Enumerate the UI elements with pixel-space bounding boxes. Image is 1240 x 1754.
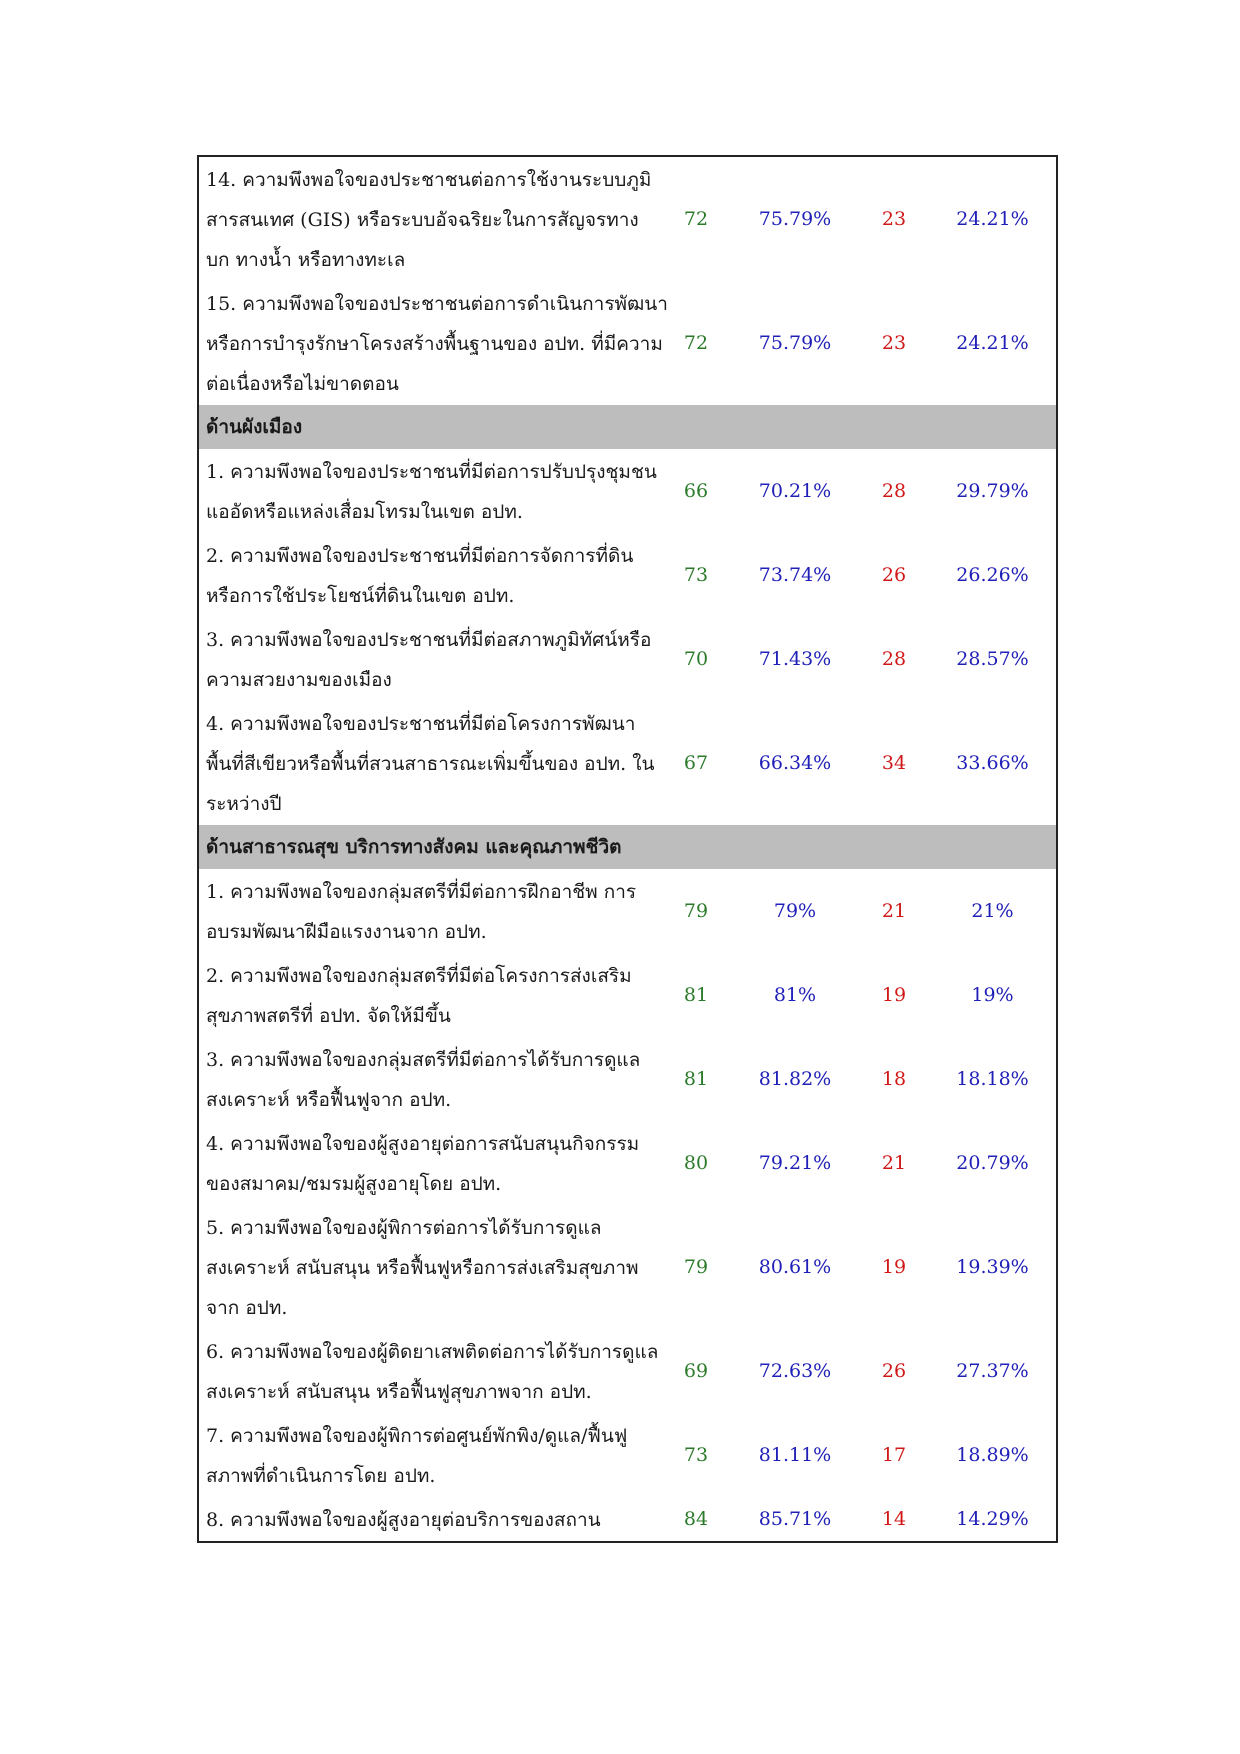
item-description-line: สงเคราะห์ สนับสนุน หรือฟื้นฟูหรือการส่งเสริมสุขภาพ <box>206 1257 639 1279</box>
item-description-line: 5. ความพึงพอใจของผู้พิการต่อการได้รับการดูแล <box>206 1217 602 1239</box>
item-description <box>198 1205 661 1329</box>
item-description-line: หรือการบำรุงรักษาโครงสร้างพื้นฐานของ อปท. ที่มีความ <box>206 333 663 355</box>
unsatisfied-count: 19 <box>881 984 907 1006</box>
item-description-line: 6. ความพึงพอใจของผู้ติดยาเสพติดต่อการได้รับการดูแล <box>206 1341 659 1363</box>
item-description-line: 3. ความพึงพอใจของกลุ่มสตรีที่มีต่อการได้รับการดูแล <box>206 1049 641 1071</box>
item-description <box>198 281 668 405</box>
satisfied-count: 69 <box>683 1360 709 1382</box>
satisfied-percent: 75.79% <box>758 332 832 354</box>
item-description-line: ความสวยงามของเมือง <box>206 669 392 691</box>
item-description <box>198 1329 661 1413</box>
unsatisfied-count: 14 <box>881 1508 907 1530</box>
satisfied-percent: 71.43% <box>758 648 832 670</box>
item-description-line: อบรมพัฒนาฝีมือแรงงานจาก อปท. <box>206 921 487 943</box>
item-description-line: 4. ความพึงพอใจของผู้สูงอายุต่อการสนับสนุนกิจกรรม <box>206 1133 640 1155</box>
table-row <box>198 1205 1057 1329</box>
satisfied-percent: 66.34% <box>758 752 832 774</box>
satisfied-count: 70 <box>683 648 709 670</box>
item-description-line: สงเคราะห์ หรือฟื้นฟูจาก อปท. <box>206 1089 452 1111</box>
item-description-line: 1. ความพึงพอใจของประชาชนที่มีต่อการปรับปรุงชุมชน <box>206 461 657 483</box>
table-body <box>198 156 1057 1542</box>
satisfied-count: 79 <box>683 1256 709 1278</box>
satisfied-count: 73 <box>683 564 709 586</box>
satisfied-count: 81 <box>683 1068 709 1090</box>
satisfied-count: 66 <box>683 480 709 502</box>
item-description-line: 1. ความพึงพอใจของกลุ่มสตรีที่มีต่อการฝึกอาชีพ การ <box>206 881 637 903</box>
item-description-line: ต่อเนื่องหรือไม่ขาดตอน <box>206 373 399 395</box>
section-title: ด้านสาธารณสุข บริการทางสังคม และคุณภาพชีวิต <box>198 825 1057 869</box>
satisfied-percent: 73.74% <box>758 564 832 586</box>
item-description <box>198 156 661 281</box>
table-row <box>198 449 1057 533</box>
item-description <box>198 617 661 701</box>
section-header-row <box>198 405 1057 449</box>
item-description-line: 7. ความพึงพอใจของผู้พิการต่อศูนย์พักพิง/ดูแล/ฟื้นฟู <box>206 1425 628 1447</box>
table-row <box>198 1413 1057 1497</box>
item-description-line: แออัดหรือแหล่งเสื่อมโทรมในเขต อปท. <box>206 501 523 523</box>
unsatisfied-count: 23 <box>881 208 907 230</box>
unsatisfied-count: 21 <box>881 900 907 922</box>
satisfied-count: 73 <box>683 1444 709 1466</box>
table-row <box>198 1329 1057 1413</box>
unsatisfied-percent: 19.39% <box>956 1256 1029 1278</box>
satisfied-count: 84 <box>683 1508 709 1530</box>
item-description-line: จาก อปท. <box>206 1297 288 1319</box>
satisfied-count: 67 <box>683 752 709 774</box>
satisfied-percent: 79% <box>773 900 817 922</box>
section-title: ด้านผังเมือง <box>198 405 1057 449</box>
satisfied-count: 80 <box>683 1152 709 1174</box>
unsatisfied-count: 21 <box>881 1152 907 1174</box>
item-description <box>198 1497 661 1542</box>
unsatisfied-percent: 28.57% <box>956 648 1029 670</box>
item-description-line: 4. ความพึงพอใจของประชาชนที่มีต่อโครงการพัฒนา <box>206 713 636 735</box>
unsatisfied-percent: 21% <box>971 900 1014 922</box>
unsatisfied-count: 28 <box>881 480 907 502</box>
unsatisfied-percent: 18.18% <box>956 1068 1029 1090</box>
item-description-line: ระหว่างปี <box>206 793 282 815</box>
item-description-line: หรือการใช้ประโยชน์ที่ดินในเขต อปท. <box>206 585 515 607</box>
item-description-line: 2. ความพึงพอใจของประชาชนที่มีต่อการจัดการที่ดิน <box>206 545 634 567</box>
item-description <box>198 1037 661 1121</box>
section-header-row <box>198 825 1057 869</box>
satisfied-percent: 80.61% <box>758 1256 832 1278</box>
item-description-line: สภาพที่ดำเนินการโดย อปท. <box>206 1465 436 1487</box>
table-row <box>198 701 1057 825</box>
item-description <box>198 533 661 617</box>
item-description-line: ของสมาคม/ชมรมผู้สูงอายุโดย อปท. <box>206 1173 502 1195</box>
satisfied-count: 72 <box>683 208 709 230</box>
unsatisfied-percent: 18.89% <box>956 1444 1029 1466</box>
table-row <box>198 617 1057 701</box>
unsatisfied-percent: 29.79% <box>956 480 1029 502</box>
table-row <box>198 533 1057 617</box>
unsatisfied-count: 23 <box>881 332 907 354</box>
satisfied-count: 79 <box>683 900 709 922</box>
unsatisfied-percent: 14.29% <box>956 1508 1029 1530</box>
satisfied-count: 72 <box>683 332 709 354</box>
satisfied-percent: 79.21% <box>758 1152 832 1174</box>
item-description <box>198 449 661 533</box>
item-description <box>198 869 661 953</box>
table-row <box>198 156 1057 281</box>
item-description-line: สารสนเทศ (GIS) หรือระบบอัจฉริยะในการสัญจรทาง <box>206 209 639 231</box>
item-description-line: 14. ความพึงพอใจของประชาชนต่อการใช้งานระบบภูมิ <box>206 169 652 191</box>
unsatisfied-percent: 24.21% <box>956 332 1029 354</box>
unsatisfied-percent: 33.66% <box>956 752 1029 774</box>
item-description-line: บก ทางน้ำ หรือทางทะเล <box>206 249 406 271</box>
item-description <box>198 1413 661 1497</box>
unsatisfied-count: 18 <box>881 1068 907 1090</box>
unsatisfied-count: 28 <box>881 648 907 670</box>
satisfied-percent: 81.11% <box>758 1444 832 1466</box>
item-description-line: สุขภาพสตรีที่ อปท. จัดให้มีขึ้น <box>206 1005 451 1027</box>
table-row <box>198 953 1057 1037</box>
satisfied-percent: 75.79% <box>758 208 832 230</box>
satisfied-percent: 72.63% <box>758 1360 832 1382</box>
unsatisfied-percent: 26.26% <box>956 564 1029 586</box>
item-description-line: สงเคราะห์ สนับสนุน หรือฟื้นฟูสุขภาพจาก อปท. <box>206 1381 592 1403</box>
table-row <box>198 281 1057 405</box>
item-description-line: 3. ความพึงพอใจของประชาชนที่มีต่อสภาพภูมิทัศน์หรือ <box>206 629 652 651</box>
satisfaction-table <box>197 155 1058 1543</box>
unsatisfied-percent: 20.79% <box>956 1152 1029 1174</box>
table-row <box>198 1037 1057 1121</box>
item-description <box>198 701 661 825</box>
table-row <box>198 869 1057 953</box>
unsatisfied-percent: 24.21% <box>956 208 1029 230</box>
item-description-line: 15. ความพึงพอใจของประชาชนต่อการดำเนินการพัฒนา <box>206 293 668 315</box>
satisfied-percent: 85.71% <box>758 1508 832 1530</box>
table-row <box>198 1121 1057 1205</box>
item-description <box>198 953 661 1037</box>
item-description-line: 2. ความพึงพอใจของกลุ่มสตรีที่มีต่อโครงการส่งเสริม <box>206 965 632 987</box>
satisfied-percent: 81.82% <box>758 1068 832 1090</box>
satisfied-percent: 81% <box>773 984 817 1006</box>
unsatisfied-percent: 19% <box>971 984 1014 1006</box>
unsatisfied-count: 26 <box>881 564 907 586</box>
item-description <box>198 1121 661 1205</box>
unsatisfied-percent: 27.37% <box>956 1360 1029 1382</box>
satisfied-count: 81 <box>683 984 709 1006</box>
table-row <box>198 1497 1057 1542</box>
satisfied-percent: 70.21% <box>758 480 832 502</box>
item-description-line: 8. ความพึงพอใจของผู้สูงอายุต่อบริการของสถาน <box>206 1509 601 1531</box>
item-description-line: พื้นที่สีเขียวหรือพื้นที่สวนสาธารณะเพิ่มขึ้นของ อปท. ใน <box>206 753 655 775</box>
unsatisfied-count: 17 <box>881 1444 907 1466</box>
unsatisfied-count: 34 <box>881 752 907 774</box>
unsatisfied-count: 26 <box>881 1360 907 1382</box>
unsatisfied-count: 19 <box>881 1256 907 1278</box>
